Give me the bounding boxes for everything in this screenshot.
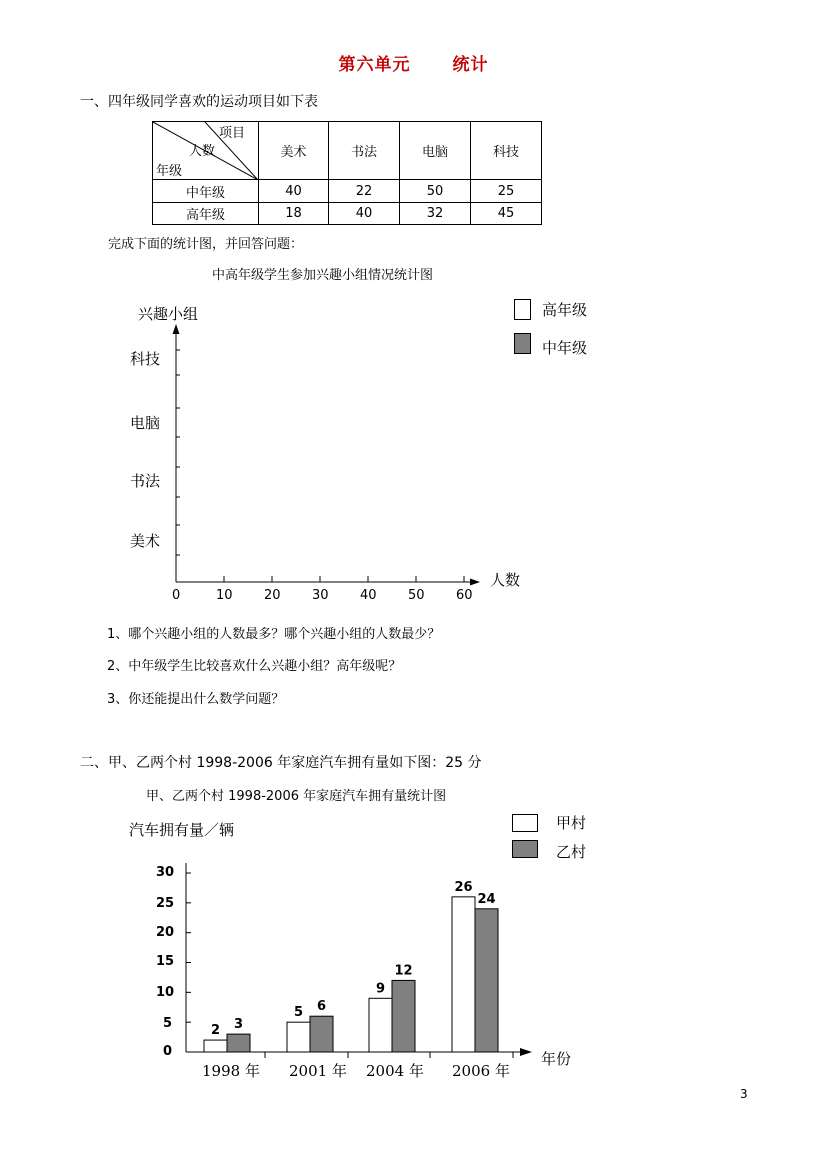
bar	[204, 1040, 227, 1052]
question-3: 3、你还能提出什么数学问题？	[107, 692, 285, 707]
data-label: 26	[454, 879, 473, 895]
bar	[392, 980, 415, 1052]
instruction-text: 完成下面的统计图，并回答问题：	[108, 237, 304, 252]
corner-label-item: 项目	[219, 126, 246, 141]
corner-label-count: 人数	[189, 144, 216, 159]
section2-heading: 二、甲、乙两个村 1998-2006 年家庭汽车拥有量如下图：25 分	[80, 755, 482, 771]
y-tick-label: 15	[156, 954, 175, 969]
x-category-label: 1998 年	[202, 1062, 260, 1080]
y-tick-label: 20	[156, 925, 175, 940]
question-2: 2、中年级学生比较喜欢什么兴趣小组？高年级呢？	[107, 659, 402, 674]
chart2-y-axis-label: 汽车拥有量／辆	[129, 821, 235, 839]
table-cell: 40	[259, 180, 329, 203]
data-label: 12	[394, 963, 413, 979]
table-header: 科技	[471, 122, 542, 180]
question-1: 1、哪个兴趣小组的人数最多？哪个兴趣小组的人数最少？	[107, 627, 441, 642]
x-tick-label: 10	[216, 588, 233, 603]
x-category-label: 2006 年	[452, 1062, 510, 1080]
y-tick-label: 30	[156, 865, 175, 880]
data-label: 3	[233, 1017, 244, 1033]
page-number: 3	[740, 1087, 748, 1101]
x-axis-arrow	[520, 1048, 532, 1056]
x-tick-label: 50	[408, 588, 425, 603]
row-label: 高年级	[153, 203, 259, 225]
x-tick-label: 40	[360, 588, 377, 603]
y-tick-label: 25	[156, 896, 175, 911]
category-label: 书法	[130, 472, 161, 490]
y-tick-label: 5	[163, 1016, 173, 1031]
data-label: 5	[293, 1005, 304, 1021]
table-cell: 45	[471, 203, 542, 225]
legend-label-high: 高年级	[542, 301, 588, 319]
table-cell: 32	[400, 203, 471, 225]
legend-label-mid: 中年级	[542, 339, 588, 357]
page-title: 第六单元 统计	[338, 55, 489, 75]
x-category-label: 2001 年	[289, 1062, 347, 1080]
bar	[475, 909, 498, 1052]
table-cell: 50	[400, 180, 471, 203]
bar	[369, 998, 392, 1052]
table-header: 电脑	[400, 122, 471, 180]
chart1-title: 中高年级学生参加兴趣小组情况统计图	[212, 268, 434, 283]
bar	[452, 897, 475, 1052]
x-tick-label: 60	[456, 588, 473, 603]
chart2-title: 甲、乙两个村 1998-2006 年家庭汽车拥有量统计图	[146, 789, 447, 804]
table-cell: 25	[471, 180, 542, 203]
category-label: 科技	[130, 350, 161, 368]
data-label: 9	[375, 981, 386, 997]
chart2-x-axis-label: 年份	[541, 1050, 572, 1068]
category-label: 电脑	[130, 414, 161, 432]
y-tick-label: 10	[156, 985, 175, 1000]
x-category-label: 2004 年	[366, 1062, 424, 1080]
x-tick-label: 30	[312, 588, 329, 603]
table-cell: 40	[329, 203, 400, 225]
x-tick-label: 0	[172, 588, 181, 603]
table-cell: 18	[259, 203, 329, 225]
category-label: 美术	[130, 532, 161, 550]
section1-heading: 一、四年级同学喜欢的运动项目如下表	[80, 94, 318, 110]
legend-label-jia: 甲村	[556, 814, 587, 832]
data-label: 2	[210, 1023, 221, 1039]
chart1-x-axis-label: 人数	[490, 571, 521, 589]
table-header: 书法	[329, 122, 400, 180]
table-cell: 22	[329, 180, 400, 203]
bar	[310, 1016, 333, 1052]
y-tick-label: 0	[163, 1044, 173, 1059]
x-tick-label: 20	[264, 588, 281, 603]
table-header: 美术	[259, 122, 329, 180]
legend-label-yi: 乙村	[556, 843, 587, 861]
row-label: 中年级	[153, 180, 259, 203]
corner-label-grade: 年级	[156, 164, 183, 179]
chart1-y-axis-label: 兴趣小组	[138, 305, 199, 323]
bar	[227, 1034, 250, 1052]
data-label: 24	[477, 891, 496, 907]
bar	[287, 1022, 310, 1052]
data-label: 6	[316, 999, 327, 1015]
